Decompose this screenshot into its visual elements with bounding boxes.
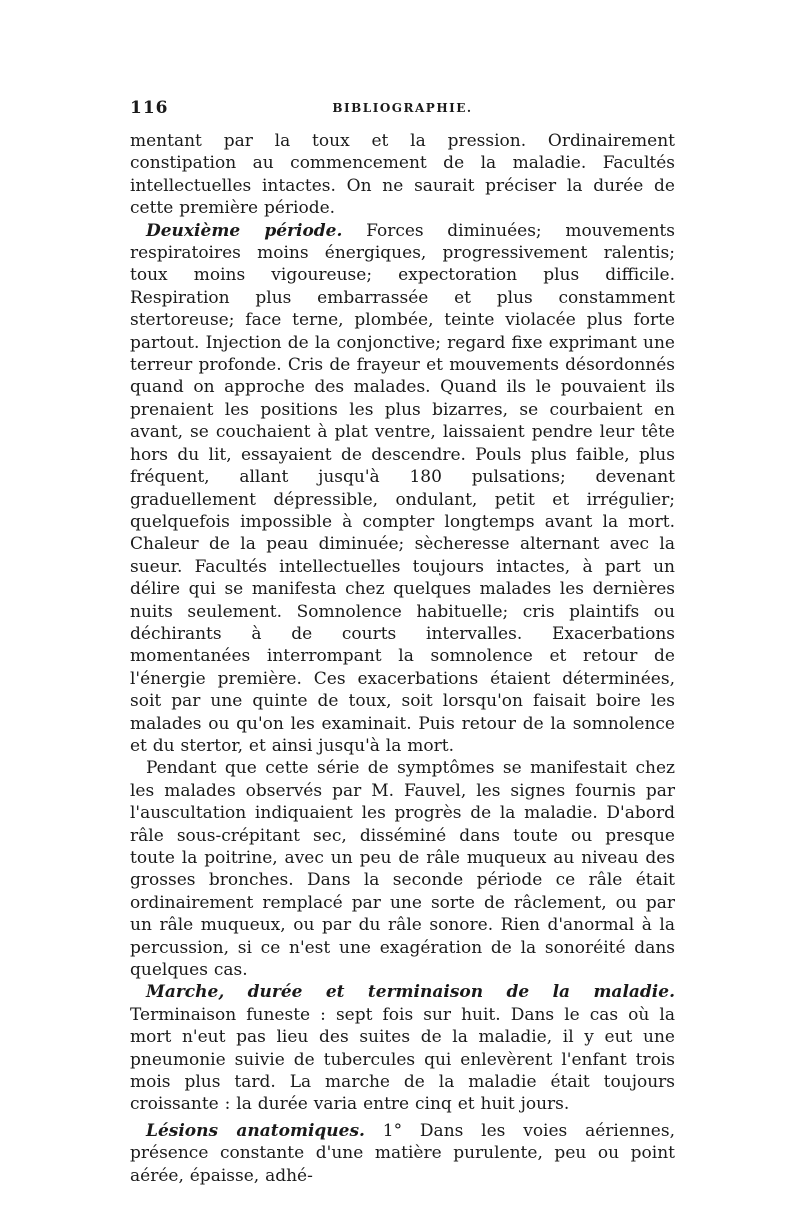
paragraph-text: Forces diminuées; mouvements respiratoires moins énergiques, progressivement ralentis; toux moins vigoureuse; expectoration plus difficile. Respiration plus embarrassée et plus constamment stertoreuse; face terne, plombée, teinte violacée plus forte partout. Injection de la conjonctive; regard fixe exprimant une terreur profonde. Cris de frayeur et mouvements désordonnés quand on approche des malades. Quand ils le pouvaient ils prenaient les positions les plus bizarres, se courbaient en avant, se couchaient à plat ventre, laissaient pendre leur tête hors du lit, essayaient de descendre. Pouls plus faible, plus fréquent, allant jusqu'à 180 pulsations; devenant graduellement dépressible, ondulant, petit et irrégulier; quelquefois impossible à compter longtemps avant la mort. Chaleur de la peau diminuée; sècheresse alternant avec la sueur. Facultés intellectuelles toujours intactes, à part un délire qui se manifesta chez quelques malades les dernières nuits seulement. Somnolence habituelle; cris plaintifs ou déchirants à de courts intervalles. Exacerbations momentanées interrompant la somnolence et retour de l'énergie première. Ces exacerbations étaient déterminées, soit par une quinte de toux, soit lorsqu'on faisait boire les malades ou qu'on les examinait. Puis retour de la somnolence et du stertor, et ainsi jusqu'à la mort. bbox=[130, 220, 675, 756]
paragraph-text: Pendant que cette série de symptômes se manifestait chez les malades observés par M. Fauvel, les signes fournis par l'auscultation indiquaient les progrès de la maladie. D'abord râle sous-crépitant sec, disséminé dans toute ou presque toute la poitrine, avec un peu de râle muqueux au niveau des grosses bronches. Dans la seconde période ce râle était ordinairement remplacé par une sorte de râclement, ou par un râle muqueux, ou par du râle sonore. Rien d'anormal à la percussion, si ce n'est une exagération de la sonoréité dans quelques cas. bbox=[130, 758, 675, 981]
paragraph-deuxieme-periode bbox=[130, 220, 675, 758]
paragraph-auscultation bbox=[130, 757, 675, 981]
section-heading: Marche, durée et terminaison de la maladie. bbox=[146, 982, 675, 1003]
paragraph-continuation bbox=[130, 130, 675, 220]
running-title: BIBLIOGRAPHIE. bbox=[332, 101, 473, 115]
paragraph-text: mentant par la toux et la pression. Ordinairement constipation au commencement de la maladie. Facultés intellectuelles intactes. On ne saurait préciser la durée de cette première période. bbox=[130, 131, 675, 219]
section-heading: Deuxième période. bbox=[146, 220, 343, 241]
paragraph-marche bbox=[130, 981, 675, 1115]
page-number: 116 bbox=[130, 98, 169, 118]
paragraph-text: 1° Dans les voies aériennes, présence constante d'une matière purulente, peu ou point aérée, épaisse, adhé- bbox=[130, 1120, 675, 1186]
text-body bbox=[130, 130, 675, 1187]
paragraph-lesions bbox=[130, 1120, 675, 1187]
running-header bbox=[130, 98, 675, 124]
section-heading: Lésions anatomiques. bbox=[146, 1120, 365, 1141]
paragraph-text: Terminaison funeste : sept fois sur huit. Dans le cas où la mort n'eut pas lieu des suites de la maladie, il y eut une pneumonie suivie de tubercules qui enlevèrent l'enfant trois mois plus tard. La marche de la maladie était toujours croissante : la durée varia entre cinq et huit jours. bbox=[130, 1004, 675, 1115]
book-page bbox=[130, 98, 675, 1187]
